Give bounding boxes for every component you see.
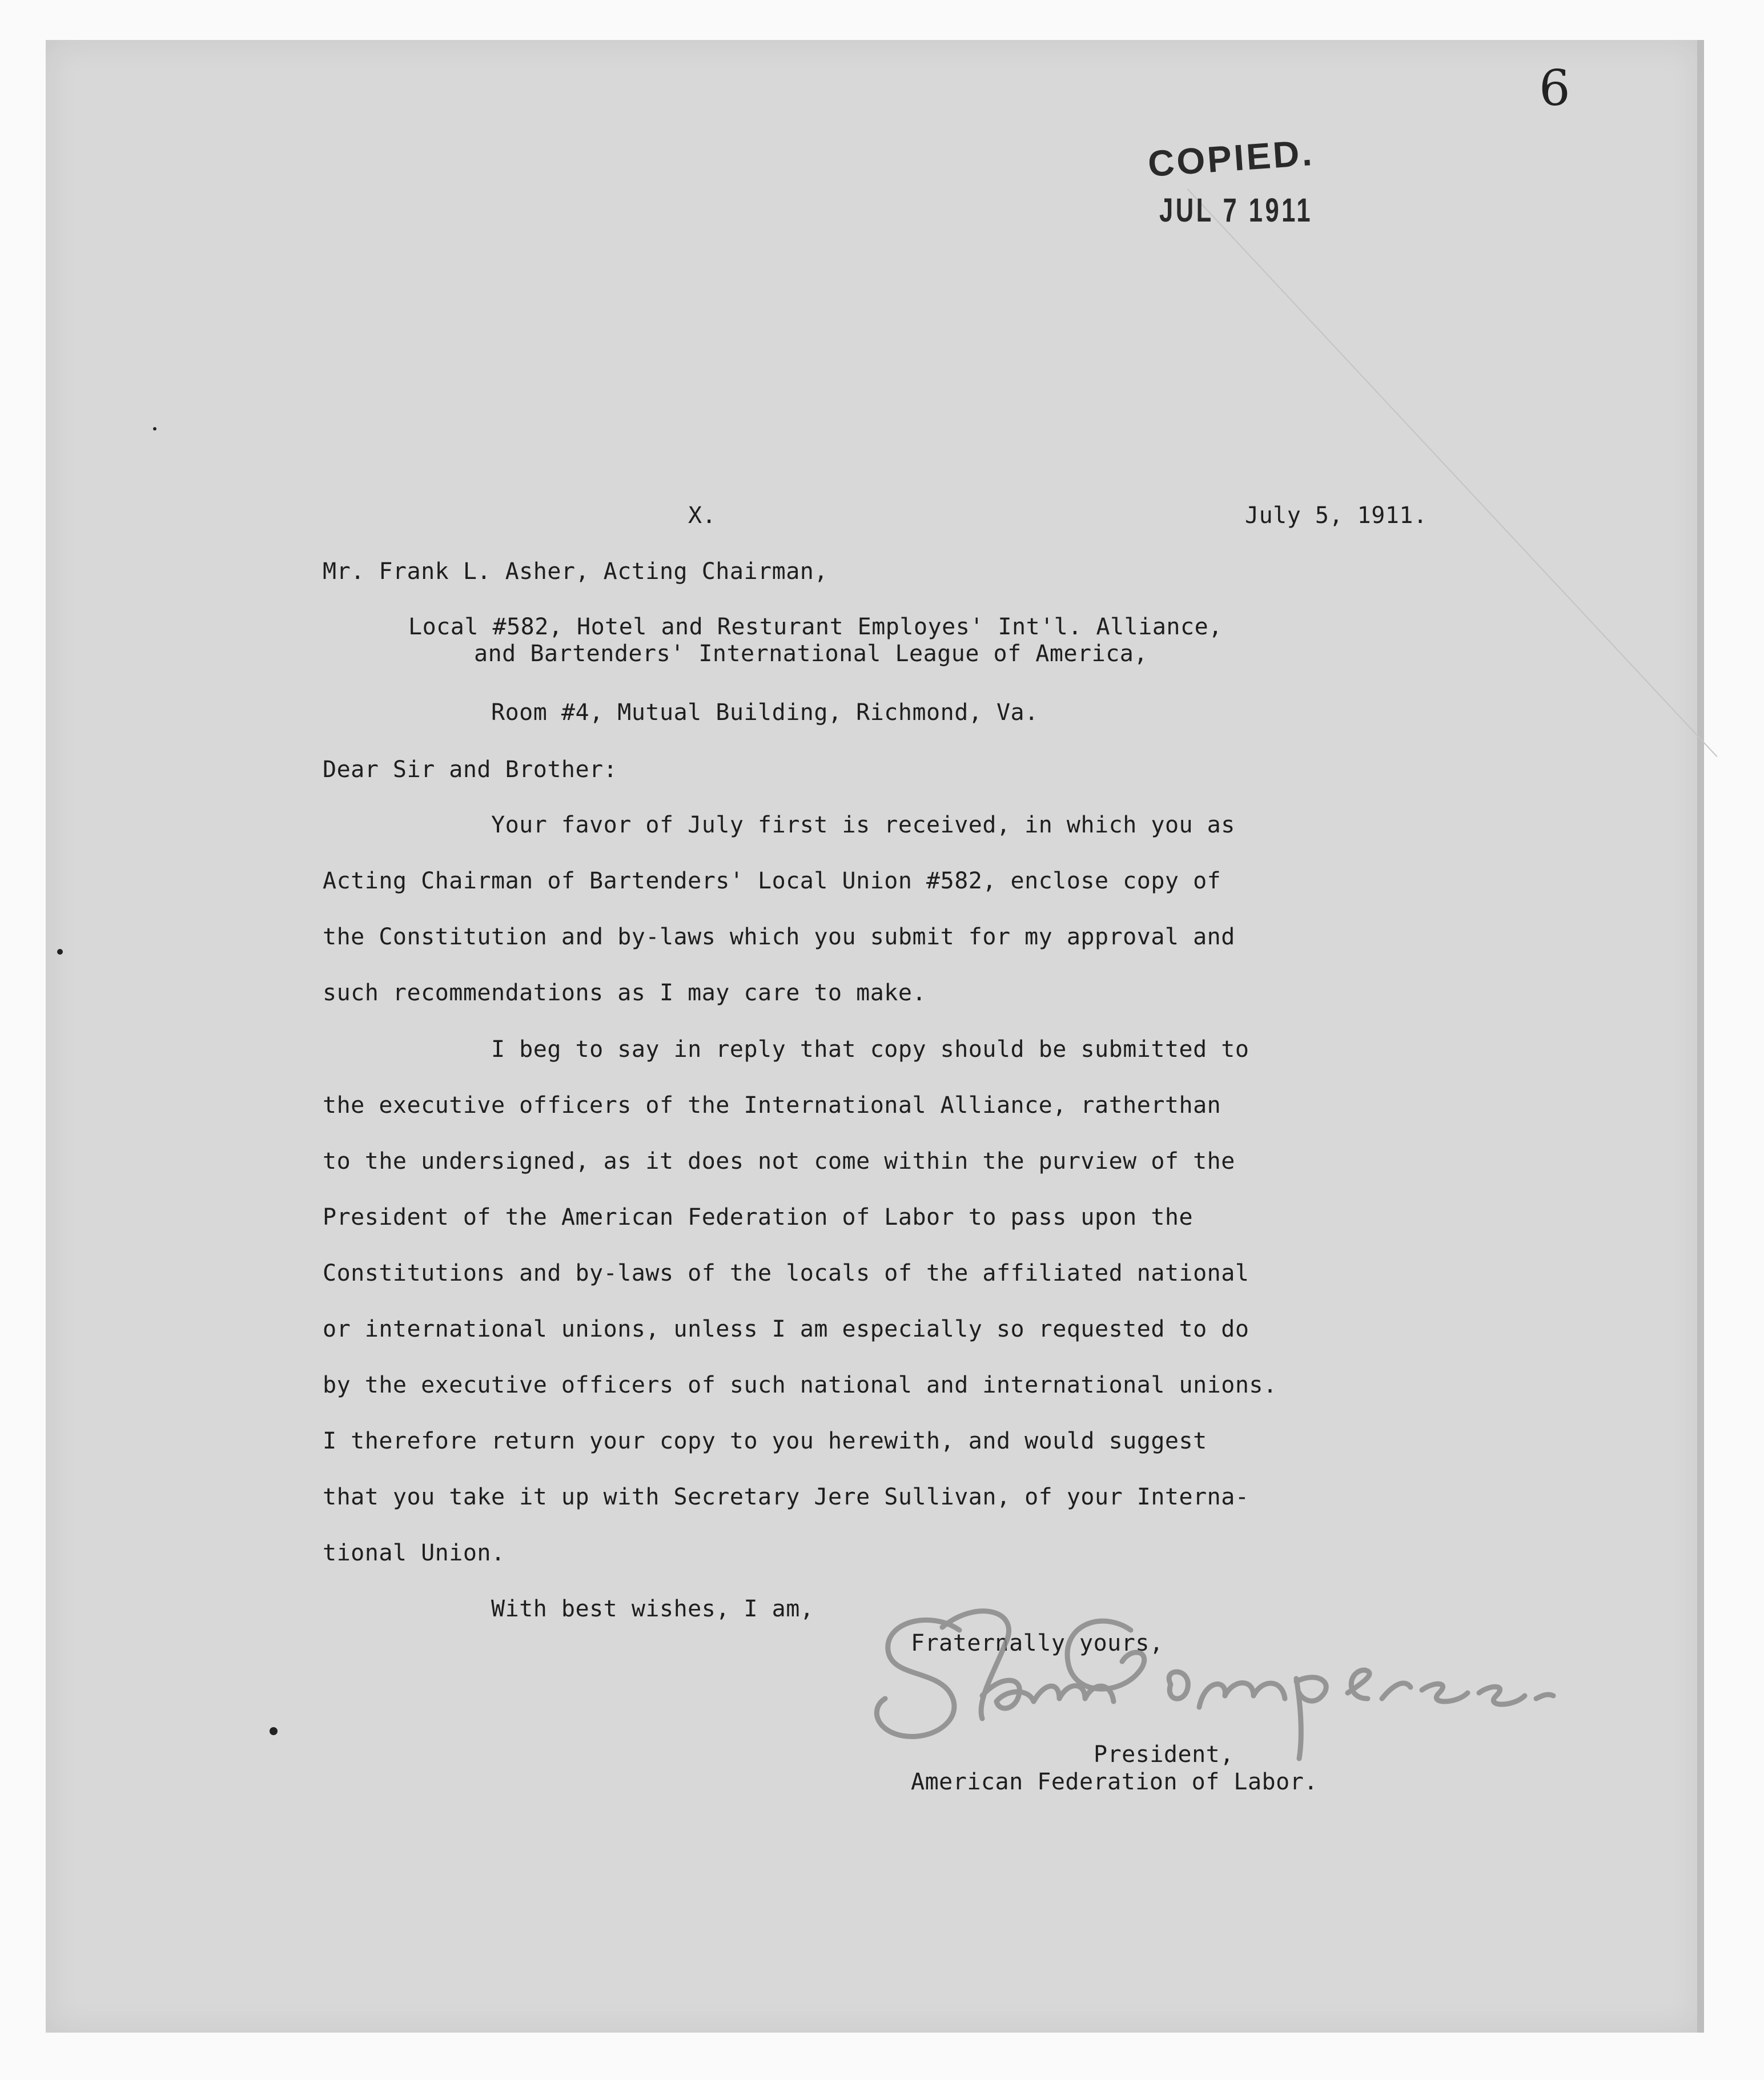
signer-organization: American Federation of Labor. (911, 1769, 1318, 1795)
letter-date: July 5, 1911. (1245, 502, 1428, 529)
file-marker: X. (688, 502, 717, 529)
body-line: I therefore return your copy to you herewith, and would suggest (323, 1428, 1207, 1454)
body-line: the Constitution and by-laws which you submit for my approval and (323, 924, 1235, 950)
copied-stamp: COPIED. (1146, 131, 1316, 185)
body-line: that you take it up with Secretary Jere Sullivan, of your Interna- (323, 1484, 1249, 1510)
scan-speck (153, 427, 156, 431)
body-line: Acting Chairman of Bartenders' Local Union #582, enclose copy of (323, 868, 1221, 894)
page-number: 6 (1539, 60, 1570, 117)
recipient-org-line-2: and Bartenders' International League of America, (474, 641, 1148, 667)
recipient-name: Mr. Frank L. Asher, Acting Chairman, (323, 558, 828, 585)
recipient-address: Room #4, Mutual Building, Richmond, Va. (491, 699, 1039, 726)
body-line: such recommendations as I may care to make. (323, 980, 927, 1006)
valediction: Fraternally yours, (911, 1630, 1164, 1656)
closing-wishes: With best wishes, I am, (491, 1596, 814, 1622)
body-line: President of the American Federation of Labor to pass upon the (323, 1204, 1194, 1230)
body-line: Your favor of July first is received, in which you as (491, 812, 1235, 838)
salutation: Dear Sir and Brother: (323, 757, 618, 783)
recipient-org-line-1: Local #582, Hotel and Resturant Employes' Int'l. Alliance, (408, 614, 1223, 640)
body-line: or international unions, unless I am especially so requested to do (323, 1316, 1249, 1342)
scan-speck (57, 949, 63, 955)
sheet-edge-shadow (1697, 40, 1704, 2033)
body-line: by the executive officers of such national and international unions. (323, 1372, 1277, 1398)
body-line: to the undersigned, as it does not come within the purview of the (323, 1148, 1235, 1174)
stamp-date: JUL 7 1911 (1159, 192, 1313, 229)
body-line: Constitutions and by-laws of the locals of the affiliated national (323, 1260, 1249, 1286)
scan-speck (270, 1727, 278, 1735)
signer-title: President, (1094, 1741, 1234, 1768)
body-line: I beg to say in reply that copy should be submitted to (491, 1036, 1249, 1063)
signature-image (862, 1576, 1576, 1764)
body-line: the executive officers of the International Alliance, ratherthan (323, 1092, 1221, 1119)
body-line: tional Union. (323, 1540, 505, 1566)
